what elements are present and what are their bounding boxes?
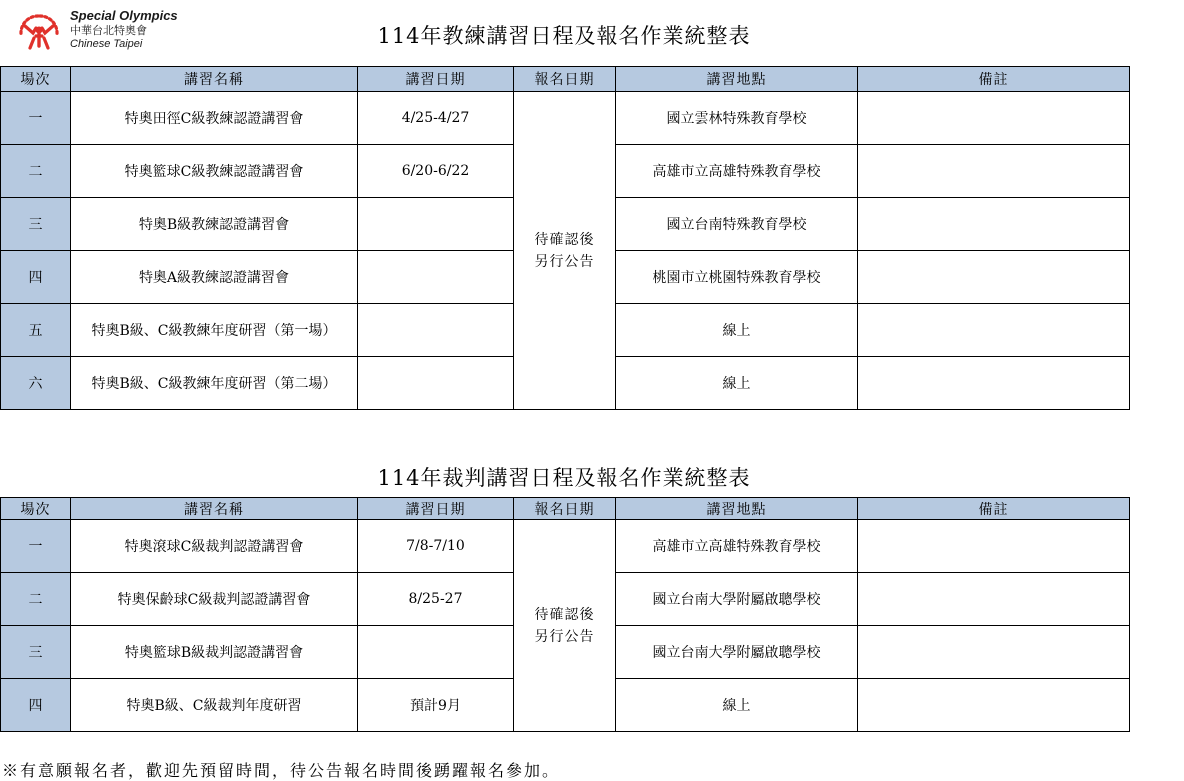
session-number: 一 <box>1 520 71 573</box>
course-name: 特奧B級、C級教練年度研習（第一場） <box>71 304 358 357</box>
referee-schedule-table <box>0 497 1130 732</box>
course-name: 特奧B級、C級教練年度研習（第二場） <box>71 357 358 410</box>
course-name: 特奧籃球C級教練認證講習會 <box>71 145 358 198</box>
course-location: 線上 <box>616 304 858 357</box>
session-number: 二 <box>1 573 71 626</box>
course-remark <box>858 304 1130 357</box>
course-remark <box>858 679 1130 732</box>
header-location: 講習地點 <box>616 498 858 520</box>
course-date <box>358 251 514 304</box>
session-number: 六 <box>1 357 71 410</box>
coach-schedule-title: 114年教練講習日程及報名作業統整表 <box>377 24 751 48</box>
registration-note-line2: 另行公告 <box>534 628 595 645</box>
session-number: 二 <box>1 145 71 198</box>
header-session: 場次 <box>1 498 71 520</box>
course-name: 特奧保齡球C級裁判認證講習會 <box>71 573 358 626</box>
coach-schedule-table <box>0 66 1130 410</box>
header-remarks: 備註 <box>858 498 1130 520</box>
course-remark <box>858 251 1130 304</box>
course-date <box>358 198 514 251</box>
header-session: 場次 <box>1 67 71 92</box>
session-number: 四 <box>1 679 71 732</box>
course-remark <box>858 573 1130 626</box>
header-remarks: 備註 <box>858 67 1130 92</box>
course-location: 桃園市立桃園特殊教育學校 <box>616 251 858 304</box>
course-remark <box>858 357 1130 410</box>
course-date <box>358 357 514 410</box>
course-name: 特奧滾球C級裁判認證講習會 <box>71 520 358 573</box>
course-location: 國立雲林特殊教育學校 <box>616 92 858 145</box>
course-remark <box>858 198 1130 251</box>
registration-note-line2: 另行公告 <box>534 253 595 270</box>
registration-date <box>514 92 616 410</box>
header-registration-date: 報名日期 <box>514 67 616 92</box>
course-remark <box>858 626 1130 679</box>
table-row <box>1 92 1130 145</box>
course-name: 特奧A級教練認證講習會 <box>71 251 358 304</box>
header-registration-date: 報名日期 <box>514 498 616 520</box>
header-course-name: 講習名稱 <box>71 498 358 520</box>
course-name: 特奧B級、C級裁判年度研習 <box>71 679 358 732</box>
table-header-row <box>1 67 1130 92</box>
course-remark <box>858 92 1130 145</box>
course-location: 線上 <box>616 357 858 410</box>
referee-schedule-title: 114年裁判講習日程及報名作業統整表 <box>377 466 751 490</box>
session-number: 四 <box>1 251 71 304</box>
header-location: 講習地點 <box>616 67 858 92</box>
session-number: 五 <box>1 304 71 357</box>
course-location: 高雄市立高雄特殊教育學校 <box>616 520 858 573</box>
course-location: 國立台南大學附屬啟聰學校 <box>616 573 858 626</box>
course-name: 特奧田徑C級教練認證講習會 <box>71 92 358 145</box>
course-date: 8/25-27 <box>358 573 514 626</box>
session-number: 一 <box>1 92 71 145</box>
registration-note-line1: 待確認後 <box>534 231 595 248</box>
session-number: 三 <box>1 626 71 679</box>
course-remark <box>858 145 1130 198</box>
course-remark <box>858 520 1130 573</box>
course-date <box>358 304 514 357</box>
registration-note-line1: 待確認後 <box>534 606 595 623</box>
logo-name: Special Olympics <box>70 8 178 23</box>
logo-chinese-name: 中華台北特奧會 <box>70 24 147 37</box>
logo-english-name: Chinese Taipei <box>70 38 143 50</box>
footnote: ※有意願報名者，歡迎先預留時間，待公告報名時間後踴躍報名參加。 <box>2 761 561 780</box>
course-location: 國立台南大學附屬啟聰學校 <box>616 626 858 679</box>
course-location: 線上 <box>616 679 858 732</box>
header-course-date: 講習日期 <box>358 498 514 520</box>
course-date: 6/20-6/22 <box>358 145 514 198</box>
course-name: 特奧B級教練認證講習會 <box>71 198 358 251</box>
session-number: 三 <box>1 198 71 251</box>
course-date: 預計9月 <box>358 679 514 732</box>
course-date: 4/25-4/27 <box>358 92 514 145</box>
course-location: 國立台南特殊教育學校 <box>616 198 858 251</box>
course-name: 特奧籃球B級裁判認證講習會 <box>71 626 358 679</box>
course-location: 高雄市立高雄特殊教育學校 <box>616 145 858 198</box>
table-row <box>1 520 1130 573</box>
table-header-row <box>1 498 1130 520</box>
course-date <box>358 626 514 679</box>
course-date: 7/8-7/10 <box>358 520 514 573</box>
header-course-date: 講習日期 <box>358 67 514 92</box>
header-course-name: 講習名稱 <box>71 67 358 92</box>
registration-date <box>514 520 616 732</box>
